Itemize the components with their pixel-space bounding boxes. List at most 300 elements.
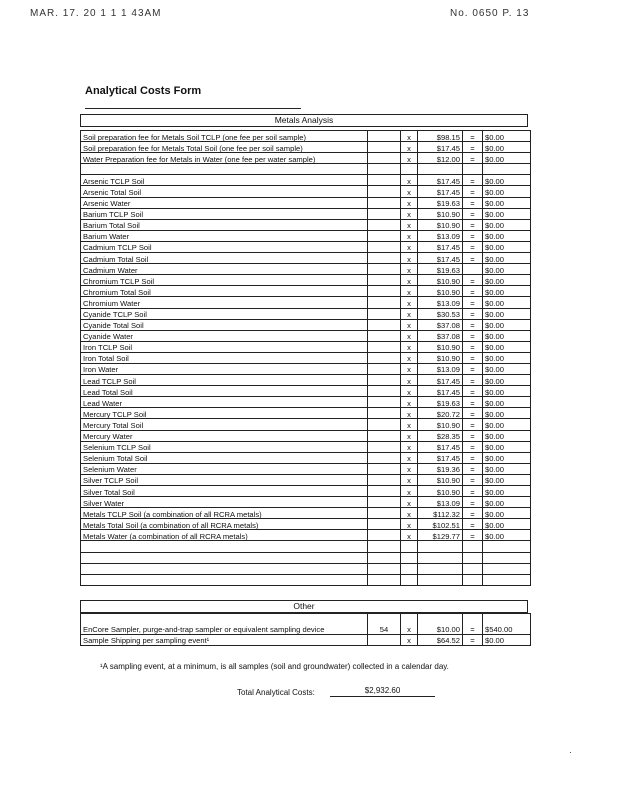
cell-total: $0.00 bbox=[483, 308, 531, 319]
cell-rate: $13.09 bbox=[418, 230, 463, 241]
cell-eq: = bbox=[463, 463, 483, 474]
cell-rate: $10.90 bbox=[418, 275, 463, 286]
cell-rate: $17.45 bbox=[418, 452, 463, 463]
total-value: $2,932.60 bbox=[330, 686, 435, 697]
cell-desc: Metals Water (a combination of all RCRA metals) bbox=[81, 530, 368, 541]
cell-desc: Iron TCLP Soil bbox=[81, 341, 368, 352]
cell-x: x bbox=[401, 219, 418, 230]
table-row bbox=[81, 397, 531, 408]
cell-eq bbox=[463, 164, 483, 175]
cell-x: x bbox=[401, 319, 418, 330]
cell-x: x bbox=[401, 441, 418, 452]
cell-desc: Cadmium Total Soil bbox=[81, 253, 368, 264]
table-row bbox=[81, 474, 531, 485]
table-row bbox=[81, 552, 531, 563]
cell-rate: $129.77 bbox=[418, 530, 463, 541]
cell-eq: = bbox=[463, 142, 483, 153]
cell-eq: = bbox=[463, 297, 483, 308]
cell-x: x bbox=[401, 614, 418, 635]
table-row bbox=[81, 164, 531, 175]
cell-rate: $37.08 bbox=[418, 319, 463, 330]
cell-desc: Soil preparation fee for Metals Soil TCLP (one fee per soil sample) bbox=[81, 131, 368, 142]
cell-desc: Silver Total Soil bbox=[81, 486, 368, 497]
cell-rate: $17.45 bbox=[418, 186, 463, 197]
cell-desc: Barium Total Soil bbox=[81, 219, 368, 230]
cell-rate: $17.45 bbox=[418, 386, 463, 397]
cell-desc: Arsenic Water bbox=[81, 197, 368, 208]
cell-rate: $19.63 bbox=[418, 264, 463, 275]
cell-x: x bbox=[401, 430, 418, 441]
table-row bbox=[81, 308, 531, 319]
cell-x: x bbox=[401, 241, 418, 252]
cell-total: $0.00 bbox=[483, 330, 531, 341]
cell-x: x bbox=[401, 452, 418, 463]
cell-eq: = bbox=[463, 397, 483, 408]
table-row bbox=[81, 131, 531, 142]
footnote: ¹A sampling event, at a minimum, is all samples (soil and groundwater) collected in a calendar day. bbox=[100, 662, 449, 671]
cell-desc: Cyanide Water bbox=[81, 330, 368, 341]
cell-qty bbox=[368, 319, 401, 330]
table-row bbox=[81, 253, 531, 264]
table-row bbox=[81, 264, 531, 275]
cell-qty bbox=[368, 241, 401, 252]
cell-eq: = bbox=[463, 341, 483, 352]
cell-total: $0.00 bbox=[483, 497, 531, 508]
cell-qty bbox=[368, 519, 401, 530]
cell-eq: = bbox=[463, 419, 483, 430]
cell-x: x bbox=[401, 363, 418, 374]
cell-qty bbox=[368, 363, 401, 374]
cell-x: x bbox=[401, 153, 418, 164]
cell-desc: Chromium Total Soil bbox=[81, 286, 368, 297]
cell-x: x bbox=[401, 474, 418, 485]
cell-desc: EnCore Sampler, purge-and-trap sampler or equivalent sampling device bbox=[81, 614, 368, 635]
cell-desc: Cyanide Total Soil bbox=[81, 319, 368, 330]
cell-total: $0.00 bbox=[483, 452, 531, 463]
cell-total: $0.00 bbox=[483, 297, 531, 308]
cell-rate: $13.09 bbox=[418, 297, 463, 308]
cell-rate: $10.90 bbox=[418, 286, 463, 297]
cell-rate bbox=[418, 164, 463, 175]
cell-desc: Arsenic Total Soil bbox=[81, 186, 368, 197]
cell-qty bbox=[368, 552, 401, 563]
cell-desc: Iron Total Soil bbox=[81, 352, 368, 363]
cell-desc: Mercury Water bbox=[81, 430, 368, 441]
table-row bbox=[81, 386, 531, 397]
cell-qty bbox=[368, 286, 401, 297]
cell-rate: $13.09 bbox=[418, 497, 463, 508]
cell-desc: Cyanide TCLP Soil bbox=[81, 308, 368, 319]
table-row bbox=[81, 497, 531, 508]
cell-desc: Silver TCLP Soil bbox=[81, 474, 368, 485]
cell-total: $0.00 bbox=[483, 635, 531, 646]
cell-x: x bbox=[401, 419, 418, 430]
cell-qty bbox=[368, 397, 401, 408]
total-label: Total Analytical Costs: bbox=[237, 688, 315, 697]
cell-qty bbox=[368, 253, 401, 264]
table-row bbox=[81, 175, 531, 186]
cell-qty bbox=[368, 563, 401, 574]
cell-eq: = bbox=[463, 375, 483, 386]
cell-total: $0.00 bbox=[483, 264, 531, 275]
cell-x bbox=[401, 574, 418, 585]
cell-eq: = bbox=[463, 241, 483, 252]
cell-desc bbox=[81, 563, 368, 574]
cell-eq: = bbox=[463, 519, 483, 530]
cell-eq: = bbox=[463, 508, 483, 519]
cell-rate: $10.90 bbox=[418, 352, 463, 363]
cell-total: $0.00 bbox=[483, 486, 531, 497]
cell-qty bbox=[368, 219, 401, 230]
table-row bbox=[81, 330, 531, 341]
cell-qty bbox=[368, 419, 401, 430]
table-row bbox=[81, 408, 531, 419]
cell-desc: Metals TCLP Soil (a combination of all RCRA metals) bbox=[81, 508, 368, 519]
cell-eq: = bbox=[463, 441, 483, 452]
fax-header-left: MAR. 17. 20 1 1 1 43AM bbox=[30, 8, 162, 19]
cell-eq: = bbox=[463, 319, 483, 330]
cell-desc: Iron Water bbox=[81, 363, 368, 374]
cell-rate bbox=[418, 574, 463, 585]
cell-total: $0.00 bbox=[483, 530, 531, 541]
metals-table bbox=[80, 130, 531, 586]
table-row bbox=[81, 452, 531, 463]
cell-rate: $10.90 bbox=[418, 208, 463, 219]
table-row bbox=[81, 508, 531, 519]
cell-eq: = bbox=[463, 452, 483, 463]
title-underline bbox=[85, 108, 301, 109]
table-row bbox=[81, 574, 531, 585]
table-row bbox=[81, 441, 531, 452]
table-row bbox=[81, 197, 531, 208]
table-row bbox=[81, 419, 531, 430]
cell-eq bbox=[463, 552, 483, 563]
cell-x: x bbox=[401, 253, 418, 264]
scan-speck bbox=[570, 752, 571, 753]
cell-total: $0.00 bbox=[483, 430, 531, 441]
cell-x: x bbox=[401, 275, 418, 286]
cell-x: x bbox=[401, 397, 418, 408]
cell-eq: = bbox=[463, 186, 483, 197]
cell-qty bbox=[368, 308, 401, 319]
cell-total: $0.00 bbox=[483, 419, 531, 430]
cell-x: x bbox=[401, 375, 418, 386]
cell-total: $0.00 bbox=[483, 253, 531, 264]
cell-rate bbox=[418, 563, 463, 574]
cell-total: $0.00 bbox=[483, 363, 531, 374]
cell-desc: Water Preparation fee for Metals in Water (one fee per water sample) bbox=[81, 153, 368, 164]
cell-qty bbox=[368, 275, 401, 286]
cell-rate: $19.63 bbox=[418, 197, 463, 208]
cell-x: x bbox=[401, 186, 418, 197]
cell-total: $0.00 bbox=[483, 386, 531, 397]
cell-x: x bbox=[401, 497, 418, 508]
cell-rate: $12.00 bbox=[418, 153, 463, 164]
cell-total: $0.00 bbox=[483, 197, 531, 208]
cell-eq: = bbox=[463, 131, 483, 142]
cell-desc bbox=[81, 541, 368, 552]
cell-desc: Lead Water bbox=[81, 397, 368, 408]
cell-x: x bbox=[401, 635, 418, 646]
cell-x: x bbox=[401, 530, 418, 541]
cell-rate: $10.90 bbox=[418, 486, 463, 497]
table-row bbox=[81, 430, 531, 441]
table-row bbox=[81, 341, 531, 352]
cell-x bbox=[401, 164, 418, 175]
cell-x: x bbox=[401, 352, 418, 363]
cell-eq: = bbox=[463, 386, 483, 397]
cell-total bbox=[483, 552, 531, 563]
cell-total bbox=[483, 541, 531, 552]
cell-qty bbox=[368, 375, 401, 386]
cell-qty bbox=[368, 175, 401, 186]
cell-total: $0.00 bbox=[483, 153, 531, 164]
cell-total: $0.00 bbox=[483, 474, 531, 485]
cell-desc bbox=[81, 574, 368, 585]
cell-eq: = bbox=[463, 497, 483, 508]
cell-x: x bbox=[401, 341, 418, 352]
cell-qty bbox=[368, 153, 401, 164]
table-row bbox=[81, 614, 531, 635]
cell-x: x bbox=[401, 508, 418, 519]
cell-eq: = bbox=[463, 153, 483, 164]
cell-total: $0.00 bbox=[483, 341, 531, 352]
cell-total: $0.00 bbox=[483, 352, 531, 363]
cell-x: x bbox=[401, 131, 418, 142]
cell-rate: $10.90 bbox=[418, 474, 463, 485]
cell-total: $0.00 bbox=[483, 142, 531, 153]
cell-desc: Silver Water bbox=[81, 497, 368, 508]
cell-desc: Arsenic TCLP Soil bbox=[81, 175, 368, 186]
cell-total bbox=[483, 164, 531, 175]
cell-eq: = bbox=[463, 430, 483, 441]
table-row bbox=[81, 275, 531, 286]
form-title: Analytical Costs Form bbox=[85, 85, 202, 97]
cell-rate bbox=[418, 541, 463, 552]
cell-total bbox=[483, 563, 531, 574]
cell-rate: $17.45 bbox=[418, 175, 463, 186]
cell-desc: Chromium Water bbox=[81, 297, 368, 308]
cell-eq bbox=[463, 541, 483, 552]
cell-eq: = bbox=[463, 175, 483, 186]
table-row bbox=[81, 541, 531, 552]
cell-qty bbox=[368, 341, 401, 352]
cell-x: x bbox=[401, 230, 418, 241]
cell-desc: Soil preparation fee for Metals Total Soil (one fee per soil sample) bbox=[81, 142, 368, 153]
other-table bbox=[80, 613, 531, 646]
cell-qty bbox=[368, 574, 401, 585]
cell-rate: $19.36 bbox=[418, 463, 463, 474]
cell-rate: $19.63 bbox=[418, 397, 463, 408]
cell-rate: $102.51 bbox=[418, 519, 463, 530]
table-row bbox=[81, 530, 531, 541]
cell-x: x bbox=[401, 297, 418, 308]
cell-rate bbox=[418, 552, 463, 563]
cell-x: x bbox=[401, 197, 418, 208]
cell-eq bbox=[463, 563, 483, 574]
cell-qty bbox=[368, 635, 401, 646]
other-section-header: Other bbox=[80, 600, 528, 613]
cell-x bbox=[401, 563, 418, 574]
cell-desc: Barium Water bbox=[81, 230, 368, 241]
cell-x: x bbox=[401, 142, 418, 153]
cell-x: x bbox=[401, 519, 418, 530]
table-row bbox=[81, 241, 531, 252]
cell-qty bbox=[368, 197, 401, 208]
cell-total: $0.00 bbox=[483, 463, 531, 474]
table-row bbox=[81, 352, 531, 363]
cell-total: $0.00 bbox=[483, 275, 531, 286]
cell-qty bbox=[368, 486, 401, 497]
cell-rate: $98.15 bbox=[418, 131, 463, 142]
cell-qty: 54 bbox=[368, 614, 401, 635]
cell-total: $0.00 bbox=[483, 230, 531, 241]
table-row bbox=[81, 142, 531, 153]
cell-desc: Selenium Water bbox=[81, 463, 368, 474]
table-row bbox=[81, 375, 531, 386]
cell-qty bbox=[368, 386, 401, 397]
cell-x: x bbox=[401, 308, 418, 319]
cell-desc: Mercury TCLP Soil bbox=[81, 408, 368, 419]
table-row bbox=[81, 186, 531, 197]
cell-eq: = bbox=[463, 635, 483, 646]
cell-qty bbox=[368, 230, 401, 241]
cell-total: $540.00 bbox=[483, 614, 531, 635]
cell-x bbox=[401, 552, 418, 563]
cell-rate: $64.52 bbox=[418, 635, 463, 646]
cell-total: $0.00 bbox=[483, 131, 531, 142]
cell-x: x bbox=[401, 175, 418, 186]
table-row bbox=[81, 153, 531, 164]
cell-x: x bbox=[401, 286, 418, 297]
cell-total: $0.00 bbox=[483, 208, 531, 219]
cell-rate: $10.90 bbox=[418, 341, 463, 352]
cell-desc: Selenium TCLP Soil bbox=[81, 441, 368, 452]
cell-x: x bbox=[401, 386, 418, 397]
table-row bbox=[81, 363, 531, 374]
cell-rate: $10.90 bbox=[418, 219, 463, 230]
cell-rate: $17.45 bbox=[418, 241, 463, 252]
table-row bbox=[81, 635, 531, 646]
cell-qty bbox=[368, 463, 401, 474]
cell-qty bbox=[368, 330, 401, 341]
table-row bbox=[81, 297, 531, 308]
cell-desc: Cadmium Water bbox=[81, 264, 368, 275]
cell-rate: $10.90 bbox=[418, 419, 463, 430]
cell-eq: = bbox=[463, 208, 483, 219]
cell-qty bbox=[368, 164, 401, 175]
cell-eq: = bbox=[463, 330, 483, 341]
cell-eq: = bbox=[463, 230, 483, 241]
cell-rate: $17.45 bbox=[418, 253, 463, 264]
cell-desc: Barium TCLP Soil bbox=[81, 208, 368, 219]
cell-qty bbox=[368, 474, 401, 485]
table-row bbox=[81, 463, 531, 474]
cell-x: x bbox=[401, 264, 418, 275]
cell-total: $0.00 bbox=[483, 375, 531, 386]
cell-qty bbox=[368, 408, 401, 419]
cell-eq: = bbox=[463, 530, 483, 541]
table-row bbox=[81, 286, 531, 297]
cell-rate: $30.53 bbox=[418, 308, 463, 319]
cell-rate: $17.45 bbox=[418, 142, 463, 153]
cell-qty bbox=[368, 497, 401, 508]
metals-section-header: Metals Analysis bbox=[80, 114, 528, 127]
table-row bbox=[81, 319, 531, 330]
cell-eq: = bbox=[463, 286, 483, 297]
cell-rate: $17.45 bbox=[418, 441, 463, 452]
cell-eq: = bbox=[463, 486, 483, 497]
cell-qty bbox=[368, 508, 401, 519]
cell-total: $0.00 bbox=[483, 241, 531, 252]
cell-total: $0.00 bbox=[483, 286, 531, 297]
cell-desc bbox=[81, 552, 368, 563]
cell-eq: = bbox=[463, 474, 483, 485]
cell-total: $0.00 bbox=[483, 397, 531, 408]
cell-eq: = bbox=[463, 197, 483, 208]
cell-eq: = bbox=[463, 219, 483, 230]
table-row bbox=[81, 519, 531, 530]
cell-qty bbox=[368, 142, 401, 153]
cell-rate: $13.09 bbox=[418, 363, 463, 374]
cell-qty bbox=[368, 186, 401, 197]
cell-eq: = bbox=[463, 275, 483, 286]
cell-qty bbox=[368, 530, 401, 541]
cell-eq: = bbox=[463, 253, 483, 264]
cell-qty bbox=[368, 452, 401, 463]
table-row bbox=[81, 486, 531, 497]
cell-x: x bbox=[401, 486, 418, 497]
cell-total: $0.00 bbox=[483, 319, 531, 330]
cell-x: x bbox=[401, 463, 418, 474]
cell-x: x bbox=[401, 330, 418, 341]
cell-total: $0.00 bbox=[483, 408, 531, 419]
table-row bbox=[81, 208, 531, 219]
cell-x bbox=[401, 541, 418, 552]
cell-rate: $28.35 bbox=[418, 430, 463, 441]
cell-total: $0.00 bbox=[483, 219, 531, 230]
cell-eq: = bbox=[463, 408, 483, 419]
cell-desc bbox=[81, 164, 368, 175]
cell-x: x bbox=[401, 208, 418, 219]
cell-total: $0.00 bbox=[483, 186, 531, 197]
cell-total bbox=[483, 574, 531, 585]
cell-desc: Sample Shipping per sampling event¹ bbox=[81, 635, 368, 646]
cell-total: $0.00 bbox=[483, 508, 531, 519]
cell-rate: $10.00 bbox=[418, 614, 463, 635]
cell-desc: Metals Total Soil (a combination of all RCRA metals) bbox=[81, 519, 368, 530]
cell-total: $0.00 bbox=[483, 175, 531, 186]
cell-desc: Lead TCLP Soil bbox=[81, 375, 368, 386]
table-row bbox=[81, 230, 531, 241]
cell-eq bbox=[463, 264, 483, 275]
cell-desc: Lead Total Soil bbox=[81, 386, 368, 397]
cell-eq: = bbox=[463, 614, 483, 635]
cell-desc: Mercury Total Soil bbox=[81, 419, 368, 430]
cell-total: $0.00 bbox=[483, 441, 531, 452]
cell-rate: $17.45 bbox=[418, 375, 463, 386]
cell-qty bbox=[368, 430, 401, 441]
other-section bbox=[80, 600, 528, 646]
table-row bbox=[81, 563, 531, 574]
cell-rate: $112.32 bbox=[418, 508, 463, 519]
cell-qty bbox=[368, 264, 401, 275]
cell-qty bbox=[368, 441, 401, 452]
cell-eq: = bbox=[463, 352, 483, 363]
cell-total: $0.00 bbox=[483, 519, 531, 530]
cell-desc: Selenium Total Soil bbox=[81, 452, 368, 463]
cell-eq bbox=[463, 574, 483, 585]
